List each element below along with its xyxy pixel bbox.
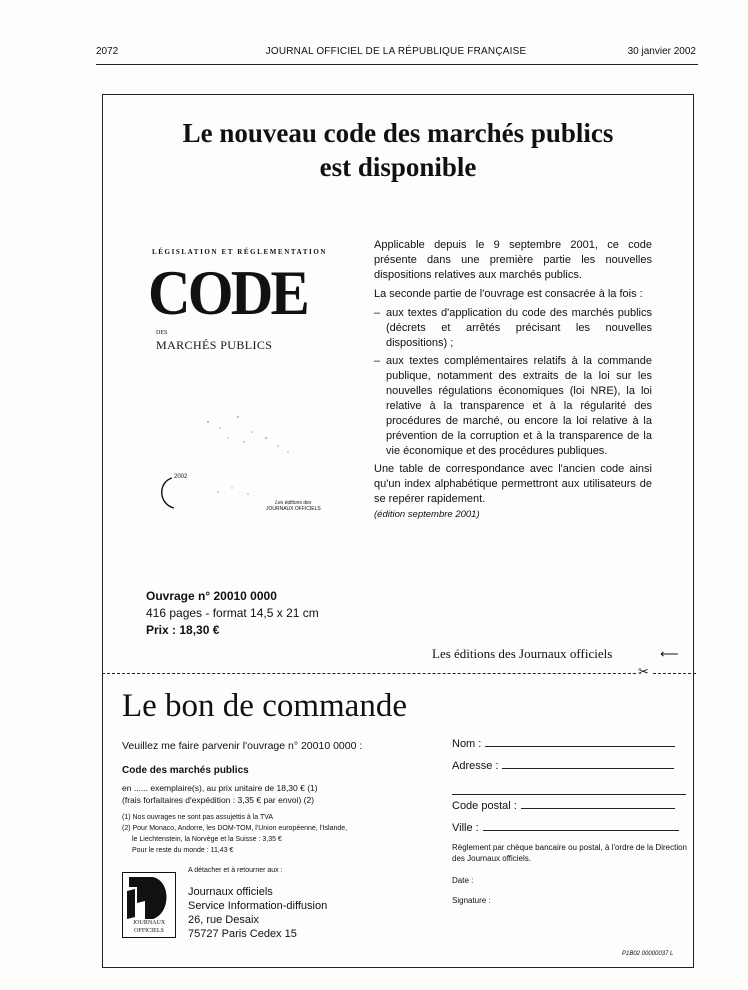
cover-marches-publics: MARCHÉS PUBLICS [156,338,273,352]
date-field[interactable]: Date : [452,876,474,885]
city-label: Ville : [452,822,479,834]
product-reference [146,588,319,639]
note-shipping-cont: le Liechtenstein, la Norvège et la Suisse : 3,35 € [132,836,282,843]
address-extra-field[interactable] [452,786,686,798]
address-line: 26, rue Desaix [188,914,259,926]
address-line-input[interactable] [502,768,674,769]
return-label: A détacher et à retourner aux : [188,867,283,874]
cover-code-word: CODE [148,257,308,328]
running-header [96,46,696,62]
order-form-title: Le bon de commande [122,688,407,724]
document-reference: P1B02 00000037 L [622,951,674,957]
note-shipping: (2) Pour Monaco, Andorre, les DOM-TOM, l'Union européenne, l'Islande, [122,825,348,832]
list-item: – aux textes d'application du code des marchés publics (décrets et arrêtés précisant les nouvelles dispositions) ; [374,306,652,351]
book-cover [148,242,348,522]
book-description [374,238,652,526]
cover-publisher-line-2: JOURNAUX OFFICIELS [266,506,321,512]
order-book-title: Code des marchés publics [122,765,249,776]
journaux-officiels-logo [122,872,176,938]
publisher-line: Les éditions des Journaux officiels [432,646,613,661]
description-second-part: La seconde partie de l'ouvrage est consacrée à la fois : [374,288,643,300]
address-extra-line[interactable] [452,794,686,795]
city-field[interactable] [452,822,679,834]
cover-texture [148,242,348,522]
product-price: Prix : 18,30 € [146,623,220,637]
cover-publisher [266,500,321,512]
journal-title: JOURNAL OFFICIEL DE LA RÉPUBLIQUE FRANÇAISE [265,46,527,57]
address-line: Journaux officiels [188,886,273,898]
name-field[interactable] [452,738,675,750]
cover-publisher-line-1: Les éditions des [275,500,312,506]
logo-text-2: OFFICIELS [134,928,164,934]
address-line: 75727 Paris Cedex 15 [188,928,297,940]
logo-text-1: JOURNAUX [132,920,166,926]
product-format: 416 pages - format 14,5 x 21 cm [146,606,319,620]
postcode-field[interactable] [452,800,675,812]
signature-field[interactable]: Signature : [452,896,491,905]
name-line[interactable] [485,746,675,747]
list-item: – aux textes complémentaires relatifs à la commande publique, notamment des extraits de la loi sur les nouvelles régulations économiques (loi NRE), la loi relative à la transparence et à la régularité des procédures de marché, ou encore la loi relative à la prévention de la corruption et à la transparence de la vie économique et des procédures publiques. [374,354,652,459]
issue-date: 30 janvier 2002 [627,46,696,57]
cut-line [102,673,696,674]
return-address [188,885,327,941]
note-vat: (1) Nos ouvrages ne sont pas assujettis à la TVA [122,814,274,821]
description-list [374,306,652,459]
scissors-icon: ✂ [638,664,649,679]
cover-series: LÉGISLATION ET RÉGLEMENTATION [152,248,328,256]
product-number: Ouvrage n° 20010 0000 [146,589,277,603]
edition-note: (édition septembre 2001) [374,509,480,520]
page-number: 2072 [96,46,119,57]
city-line[interactable] [483,830,679,831]
description-intro: Applicable depuis le 9 septembre 2001, ce code présente dans une première partie les nouvelles dispositions relatives aux marchés publics. [374,239,652,281]
cover-year: 2002 [174,474,188,480]
arrow-left-icon: ⟵ [660,646,679,661]
description-index: Une table de correspondance avec l'ancien code ainsi qu'un index alphabétique permettront aux utilisateurs de se repérer rapidement. [374,463,652,505]
postcode-line[interactable] [521,808,675,809]
address-line: Service Information-diffusion [188,900,328,912]
advert-title-line-2: est disponible [319,152,477,182]
shipping-line: (frais forfaitaires d'expédition : 3,35 € par envoi) (2) [122,795,315,805]
order-notes [122,812,347,856]
advert-title [102,116,694,184]
address-field[interactable] [452,760,674,772]
note-shipping-world: Pour le reste du monde : 11,43 € [132,847,234,854]
payment-instructions: Règlement par chèque bancaire ou postal, à l'ordre de la Direction des Journaux officiels. [452,843,687,863]
header-rule [96,64,698,65]
advert-title-line-1: Le nouveau code des marchés publics [182,118,614,148]
order-quantity [122,782,318,806]
order-intro: Veuillez me faire parvenir l'ouvrage n° 20010 0000 : [122,740,363,752]
postcode-label: Code postal : [452,800,517,812]
quantity-line: en ...... exemplaire(s), au prix unitaire de 18,30 € (1) [122,783,318,793]
cover-des: DES [156,330,168,336]
address-label: Adresse : [452,760,499,772]
name-label: Nom : [452,738,482,750]
